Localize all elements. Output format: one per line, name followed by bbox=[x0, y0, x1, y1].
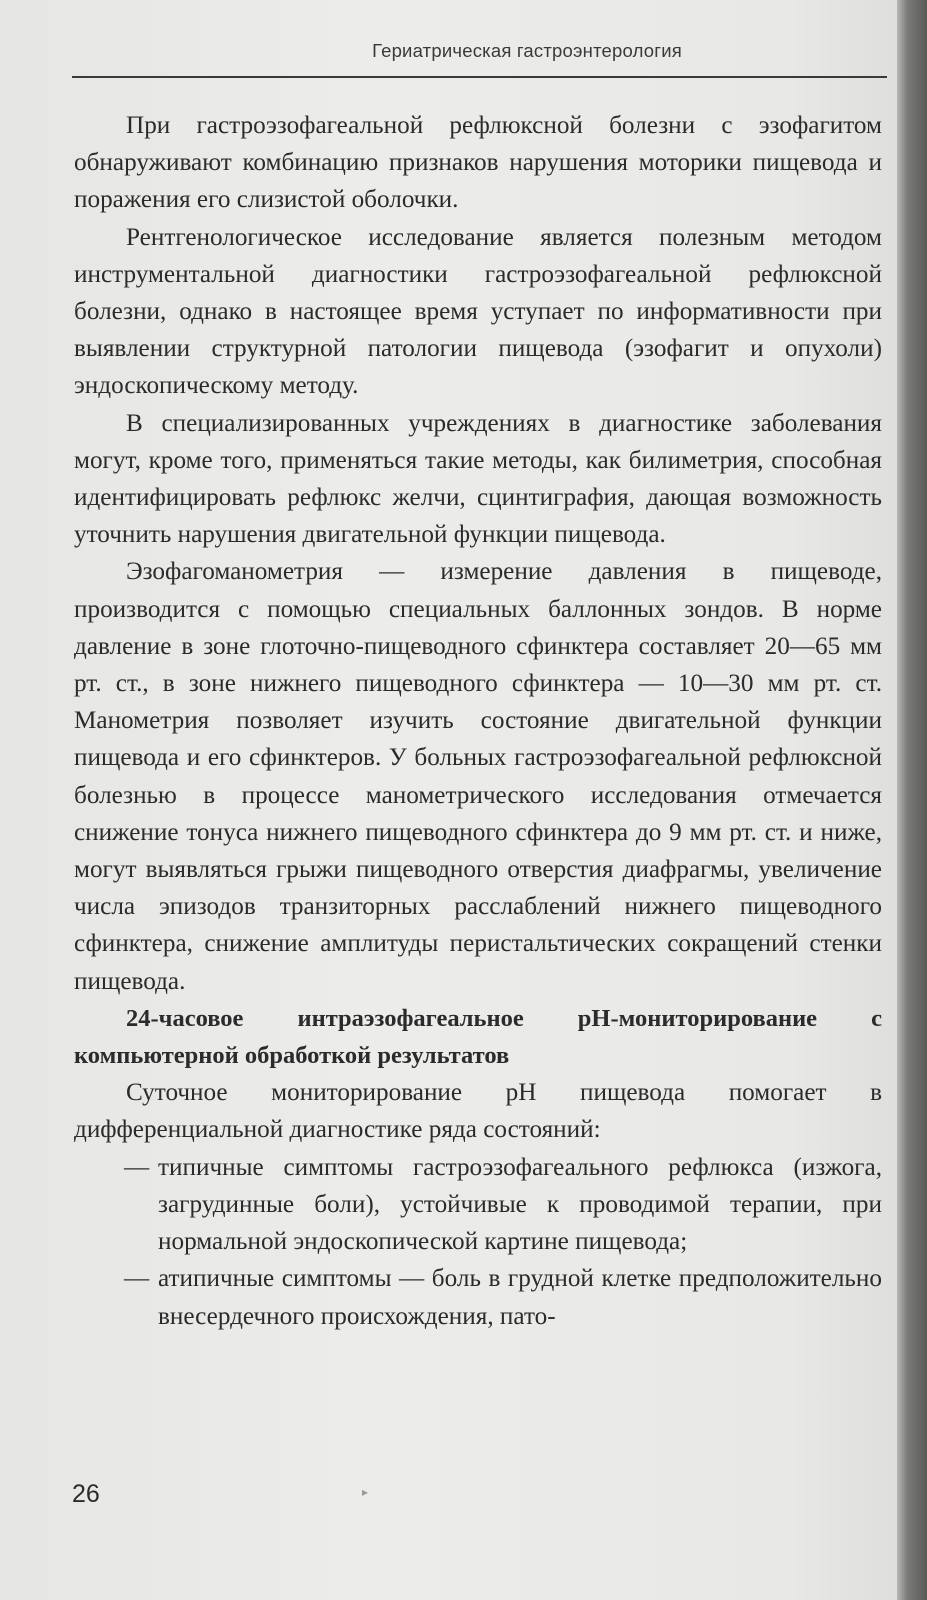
paragraph-esophagitis: При гастроэзофагеальной рефлюксной болезни с эзофагитом обнаруживают комбинацию признаков нарушения моторики пищевода и поражения его слизистой оболочки. bbox=[74, 112, 882, 214]
list-dash: — bbox=[124, 1265, 150, 1293]
list-item bbox=[124, 1149, 882, 1261]
running-title: Гериатрическая гастроэнтерология bbox=[372, 40, 682, 61]
paragraph-radiology: Рентгенологическое исследование является полезным методом инструментальной диагностики гастроэзофагеальной рефлюксной болезни, однако в настоящее время уступает по информативности при выявлении структурной патологии пищевода (эзофагит и опухоли) эндоскопическому методу. bbox=[74, 223, 882, 400]
list-dash: — bbox=[124, 1153, 150, 1181]
running-header bbox=[72, 36, 887, 78]
paragraph-specialized-methods: В специализированных учреждениях в диагностике заболевания могут, кроме того, применяться такие методы, как билиметрия, способная идентифицировать рефлюкс желчи, сцинтиграфия, дающая возможность уточнить нарушения двигательной функции пищевода. bbox=[74, 409, 882, 549]
body-text bbox=[74, 107, 882, 1335]
list-item-text: атипичные симптомы — боль в грудной клетке предположительно внесердечного происхождения, пато- bbox=[158, 1265, 882, 1330]
list-item bbox=[124, 1260, 882, 1334]
print-speck-icon: ▸ bbox=[362, 1485, 369, 1499]
list-item-text: типичные симптомы гастроэзофагеального рефлюкса (изжога, загрудинные боли), устойчивые к проводимой терапии, при нормальной эндоскопической картине пищевода; bbox=[158, 1153, 882, 1256]
indications-list bbox=[74, 1149, 882, 1335]
book-spine-shadow bbox=[897, 0, 927, 1600]
paragraph-manometry: Эзофагоманометрия — измерение давления в пищеводе, производится с помощью специальных баллонных зондов. В норме давление в зоне глоточно-пищеводного сфинктера составляет 20—65 мм рт. ст., в зоне нижнего пищеводного сфинктера — 10—30 мм рт. ст. Манометрия позволяет изучить состояние двигательной функции пищевода и его сфинктеров. У больных гастроэзофагеальной рефлюксной болезнью в процессе манометрического исследования отмечается снижение тонуса нижнего пищеводного сфинктера до 9 мм рт. ст. и ниже, могут выявляться грыжи пищеводного отверстия диафрагмы, увеличение числа эпизодов транзиторных расслаблений нижнего пищеводного сфинктера, снижение амплитуды перистальтических сокращений стенки пищевода. bbox=[74, 558, 882, 995]
page-number: 26 bbox=[72, 1480, 100, 1508]
paragraph-monitoring-intro: Суточное мониторирование pH пищевода помогает в дифференциальной диагностике ряда состояний: bbox=[74, 1079, 882, 1144]
section-subheading: 24-часовое интраэзофагеальное pH-мониторирование с компьютерной обработкой результатов bbox=[74, 1004, 882, 1070]
